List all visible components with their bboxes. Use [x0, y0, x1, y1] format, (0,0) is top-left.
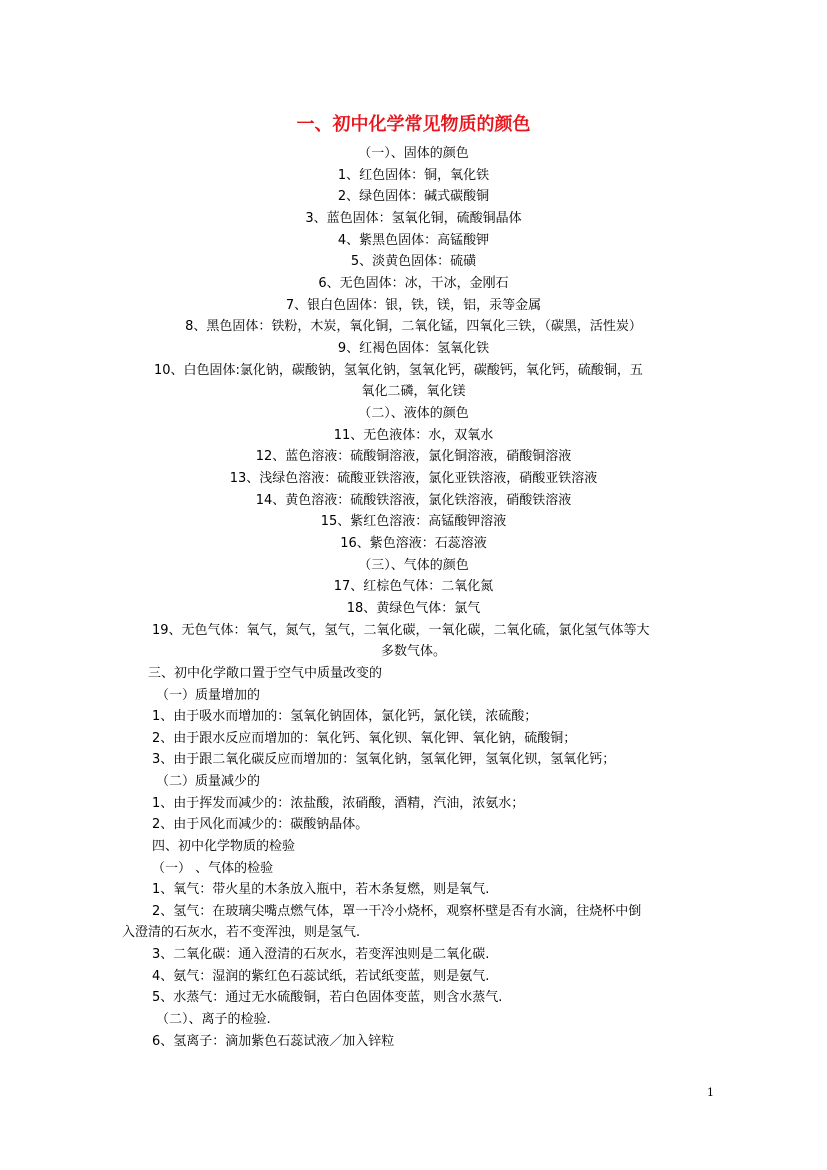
text-line: 2、绿色固体：碱式碳酸铜	[337, 189, 490, 204]
text-line: 3、二氧化碳：通入澄清的石灰水，若变浑浊则是二氧化碳.	[152, 947, 490, 962]
text-line: 氧化二磷，氧化镁	[361, 384, 466, 399]
text-line: 10、白色固体:氯化钠，碳酸钠，氢氧化钠，氢氧化钙，碳酸钙，氧化钙，硫酸铜，五	[154, 363, 643, 378]
text-line: 5、淡黄色固体：硫磺	[350, 254, 477, 269]
text-line: 入澄清的石灰水，若不变浑浊，则是氢气.	[122, 925, 361, 940]
text-line: 8、黑色固体：铁粉，木炭，氧化铜，二氧化锰，四氧化三铁，（碳黑，活性炭）	[185, 319, 642, 334]
text-line: 6、氢离子：滴加紫色石蕊试液／加入锌粒	[152, 1034, 395, 1049]
text-line: 3、由于跟二氧化碳反应而增加的：氢氧化钠，氢氧化钾，氢氧化钡，氢氧化钙；	[152, 752, 616, 767]
text-line: 2、氢气：在玻璃尖嘴点燃气体，罩一干冷小烧杯，观察杯壁是否有水滴，往烧杯中倒	[152, 904, 642, 919]
text-line: 多数气体。	[380, 644, 446, 659]
text-line: 2、由于风化而减少的：碳酸钠晶体。	[152, 817, 369, 832]
page-title: 一、初中化学常见物质的颜色	[296, 114, 531, 135]
text-line: 9、红褐色固体：氢氧化铁	[337, 341, 490, 356]
text-line: （二）、离子的检验.	[156, 1012, 271, 1027]
text-line: 17、红棕色气体：二氧化氮	[333, 579, 494, 594]
text-line: 6、无色固体：冰，干冰，金刚石	[318, 276, 509, 291]
text-line: 三、初中化学敞口置于空气中质量改变的	[148, 666, 383, 681]
text-line: 1、由于吸水而增加的：氢氧化钠固体，氯化钙，氯化镁，浓硫酸；	[152, 709, 538, 724]
text-line: 4、紫黑色固体：高锰酸钾	[337, 233, 490, 248]
text-line: 四、初中化学物质的检验	[152, 839, 296, 854]
text-line: （一）、固体的颜色	[358, 146, 469, 161]
text-line: 4、氨气：湿润的紫红色石蕊试纸，若试纸变蓝，则是氨气.	[152, 969, 490, 984]
text-line: 16、紫色溶液：石蕊溶液	[340, 536, 487, 551]
text-line: 1、红色固体：铜，氧化铁	[337, 168, 490, 183]
text-line: （三）、气体的颜色	[358, 558, 469, 573]
text-line: （一）质量增加的	[156, 688, 261, 703]
text-line: 15、紫红色溶液：高锰酸钾溶液	[320, 514, 507, 529]
text-line: 13、浅绿色溶液：硫酸亚铁溶液，氯化亚铁溶液，硝酸亚铁溶液	[229, 471, 598, 486]
text-line: 1、由于挥发而减少的：浓盐酸，浓硝酸，酒精，汽油，浓氨水；	[152, 796, 525, 811]
text-line: 5、水蒸气：通过无水硫酸铜，若白色固体变蓝，则含水蒸气.	[152, 990, 503, 1005]
page-number: 1	[707, 1086, 714, 1099]
text-line: 19、无色气体：氧气，氮气，氢气，二氧化碳，一氧化碳，二氧化硫，氯化氢气体等大	[152, 623, 650, 638]
text-line: 11、无色液体：水，双氧水	[333, 428, 494, 443]
text-line: 3、蓝色固体：氢氧化铜，硫酸铜晶体	[305, 211, 522, 226]
text-line: 14、黄色溶液：硫酸铁溶液，氯化铁溶液，硝酸铁溶液	[255, 493, 572, 508]
text-line: 12、蓝色溶液：硫酸铜溶液，氯化铜溶液，硝酸铜溶液	[255, 449, 572, 464]
text-line: 2、由于跟水反应而增加的：氧化钙、氧化钡、氧化钾、氧化钠，硫酸铜；	[152, 731, 577, 746]
text-line: 1、氧气：带火星的木条放入瓶中，若木条复燃，则是氧气.	[152, 882, 490, 897]
text-line: （二）质量减少的	[156, 774, 261, 789]
text-line: 7、银白色固体：银，铁，镁，铝，汞等金属	[285, 298, 542, 313]
text-line: （一） 、气体的检验	[152, 861, 274, 876]
text-line: （二）、液体的颜色	[358, 406, 469, 421]
text-line: 18、黄绿色气体：氯气	[346, 601, 481, 616]
